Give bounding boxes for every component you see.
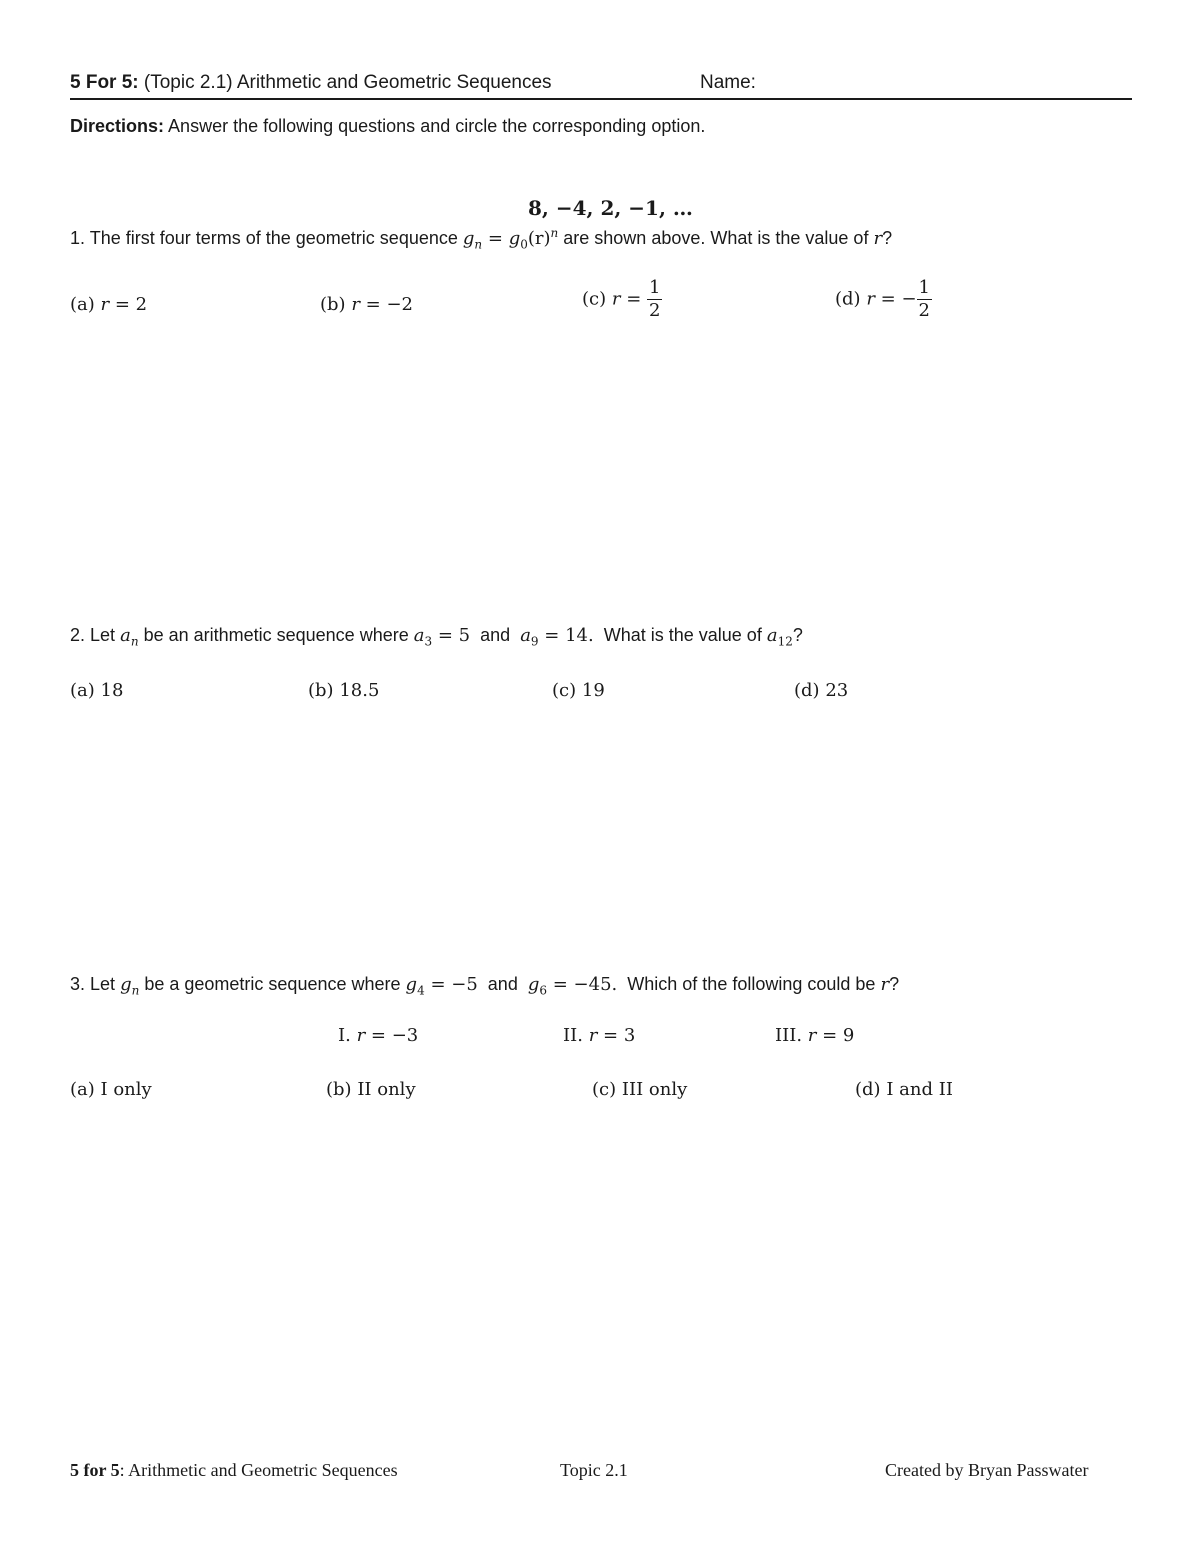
q2-sub-n: n [130,634,139,649]
roman-rhs: = −3 [365,1025,419,1046]
q3-option-c[interactable] [592,1079,687,1100]
q1-formula-g: g [462,228,475,249]
option-label: (c) [552,680,577,701]
q2-text-c: What is the value of [603,625,762,645]
directions-text: Answer the following questions and circle the corresponding option. [168,116,706,136]
q3-cond2-rhs: = −45. [547,974,618,995]
option-label: (a) [70,1079,95,1100]
option-label: (b) [326,1079,352,1100]
fraction-denominator: 2 [918,300,930,321]
q3-cond1-rhs: = −5 [424,974,478,995]
q2-cond1-sub: 3 [424,634,433,649]
option-rhs: = 2 [109,294,148,315]
q3-cond1 [405,974,478,998]
q1-prompt [70,226,892,252]
roman-label: II. [563,1025,583,1046]
q2-cond2-sub: 9 [530,634,539,649]
fraction-numerator: 1 [918,277,930,298]
q1-formula-sub-n: n [474,237,483,252]
roman-lhs: r [356,1025,366,1046]
option-lhs: r [100,294,110,315]
q2-target [766,625,793,649]
option-value: I and II [886,1079,953,1100]
header-bold-label: 5 For 5: [70,72,139,93]
q2-cond1-rhs: = 5 [432,625,471,646]
q3-text-b: be a geometric sequence where [144,974,401,994]
header-title: (Topic 2.1) Arithmetic and Geometric Sequences [143,72,552,93]
q1-formula-paren: (r) [527,228,551,249]
q3-roman-1 [338,1025,418,1046]
q1-formula-sup-n: n [550,226,559,240]
q1-option-c[interactable] [582,279,662,320]
header-rule [70,98,1132,100]
option-label: (b) [308,680,334,701]
q2-qmark: ? [792,625,803,645]
option-value: 18.5 [339,680,380,701]
option-rhs: = −2 [359,294,413,315]
q2-cond1 [413,625,471,649]
q1-formula-eq: = [482,228,509,249]
q1-var: r [873,228,883,249]
option-lhs: r [866,288,875,310]
option-label: (a) [70,294,95,315]
option-label: (d) [855,1079,881,1100]
option-rhs: = [620,288,648,310]
roman-lhs: r [588,1025,598,1046]
q3-roman-2 [563,1025,635,1046]
option-fraction [917,279,932,320]
q3-option-b[interactable] [326,1079,416,1100]
q2-cond1-var: a [413,625,425,646]
footer-credit: Created by Bryan Passwater [885,1460,1089,1480]
q2-text-a: Let [90,625,116,645]
q2-text-b: be an arithmetic sequence where [143,625,409,645]
option-value: 18 [100,680,124,701]
option-value: III only [621,1079,688,1100]
q3-sub-n: n [131,983,140,998]
option-label: (b) [320,294,346,315]
q3-qmark: ? [889,974,900,994]
q2-cond2 [520,625,594,649]
footer-topic: Topic 2.1 [560,1460,628,1480]
fraction-numerator: 1 [649,277,661,298]
option-fraction [647,279,662,320]
q3-cond1-sub: 4 [417,983,425,998]
worksheet-header [70,72,552,94]
q1-qmark: ? [882,228,893,248]
q3-option-a[interactable] [70,1079,152,1100]
q3-option-d[interactable] [855,1079,953,1100]
roman-rhs: = 3 [597,1025,636,1046]
q1-option-b[interactable] [320,294,413,315]
option-label: (d) [835,288,861,310]
q1-text-b: are shown above. What is the value of [563,228,869,248]
q3-prompt [70,974,899,998]
q1-formula-g0: g [508,228,521,249]
q2-prompt [70,625,803,649]
roman-label: III. [775,1025,803,1046]
q2-cond2-rhs: = 14. [538,625,594,646]
q3-text-c: Which of the following could be [627,974,876,994]
fraction-denominator: 2 [649,300,661,321]
directions-label: Directions: [70,116,165,136]
option-label: (c) [592,1079,617,1100]
q2-option-b[interactable] [308,680,379,701]
footer-title [70,1460,398,1481]
q1-option-d[interactable] [835,279,932,320]
q3-cond2-var: g [527,974,540,995]
option-lhs: r [611,288,621,310]
q1-formula-sub-0: 0 [520,237,528,252]
roman-label: I. [338,1025,351,1046]
q3-cond2-sub: 6 [539,983,548,998]
q2-cond2-var: a [520,625,531,646]
q2-option-d[interactable] [794,680,848,701]
q2-number: 2. [70,625,86,645]
q3-roman-3 [775,1025,854,1046]
q2-target-var: a [766,625,778,646]
q3-text-a: Let [90,974,116,994]
q3-and: and [487,974,518,994]
q2-option-a[interactable] [70,680,123,701]
option-rhs: = − [874,288,917,310]
footer-title-text: : Arithmetic and Geometric Sequences [119,1460,398,1480]
q2-var-a: a [120,625,131,646]
q2-seq-symbol [120,625,139,649]
footer-bold-label: 5 for 5 [70,1460,120,1480]
roman-lhs: r [807,1025,817,1046]
q3-cond2 [527,974,618,998]
q1-sequence: 8, −4, 2, −1, … [528,196,693,220]
q2-and: and [480,625,511,645]
q3-var-g: g [120,974,132,995]
option-lhs: r [351,294,360,315]
roman-rhs: = 9 [816,1025,855,1046]
q3-seq-symbol [120,974,140,998]
q1-option-a[interactable] [70,294,147,315]
q2-target-sub: 12 [777,634,793,649]
q2-option-c[interactable] [552,680,605,701]
option-label: (a) [70,680,95,701]
option-value: 19 [581,680,605,701]
option-value: II only [357,1079,416,1100]
q1-formula [462,226,559,252]
directions [70,116,705,137]
option-label: (d) [794,680,820,701]
q3-cond1-var: g [405,974,418,995]
q3-var: r [880,974,890,995]
option-label: (c) [582,288,607,310]
q3-number: 3. [70,974,86,994]
q1-number: 1. [70,228,86,248]
option-value: 23 [825,680,849,701]
q1-text-a: The first four terms of the geometric sequence [89,228,458,248]
option-value: I only [100,1079,152,1100]
name-label: Name: [700,72,756,93]
